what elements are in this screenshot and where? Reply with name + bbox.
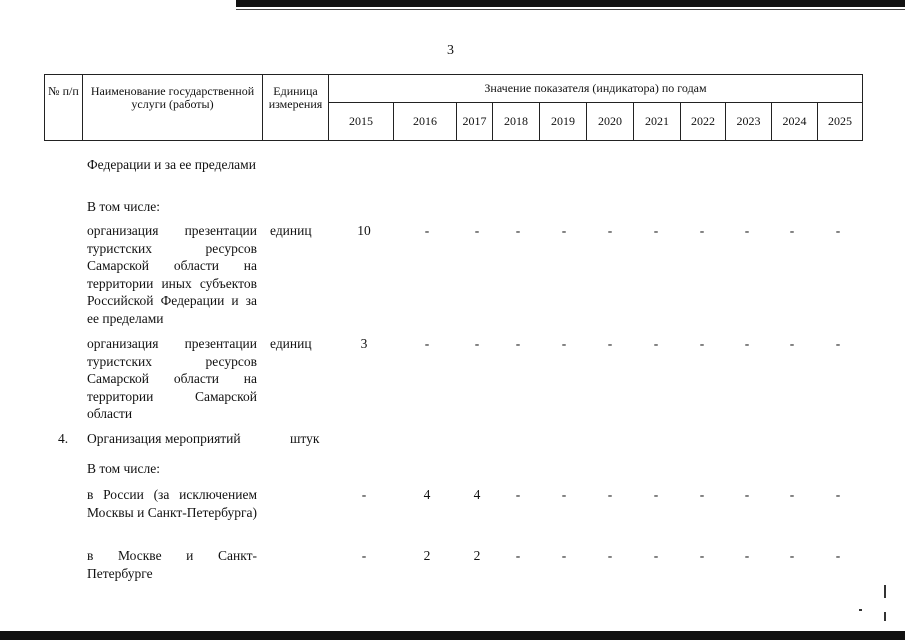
row-value: - [561,223,567,238]
row-name: организация презентации туристских ресурсов Самарской области на территории иных субъектов Российской Федерации и за ее пределами [87,223,257,326]
row-value: - [653,487,659,502]
row-value: - [474,336,480,351]
header-year: 2018 [493,103,540,141]
row-name: В том числе: [87,199,160,214]
row-name: в России (за исключением Москвы и Санкт-Петербурга) [87,487,257,520]
scan-mark [884,585,886,598]
header-year: 2017 [457,103,493,141]
row-value: - [561,487,567,502]
row-value: - [607,223,613,238]
row-value: - [361,487,367,502]
row-value: - [744,548,750,563]
row-value: - [789,487,795,502]
row-unit: штук [290,431,320,446]
row-value: - [789,336,795,351]
row-name: Организация мероприятий [87,431,241,446]
row-value: - [744,336,750,351]
row-unit: единиц [270,223,312,238]
row-value: - [607,487,613,502]
row-value: - [835,548,841,563]
top-border-line [236,9,905,10]
row-value: - [789,223,795,238]
row-value: - [744,223,750,238]
header-year: 2023 [726,103,772,141]
row-value: - [361,548,367,563]
scan-mark [884,612,886,621]
row-value: - [653,336,659,351]
bottom-border-bar [0,631,905,640]
row-value: - [699,336,705,351]
row-value: - [424,336,430,351]
row-value: - [699,223,705,238]
header-table [44,74,863,141]
row-value: 4 [423,487,431,502]
header-year: 2024 [772,103,818,141]
header-year: 2021 [634,103,681,141]
header-year: 2025 [818,103,863,141]
row-value: 2 [473,548,481,563]
row-value: - [653,223,659,238]
header-year: 2015 [329,103,394,141]
header-values-title: Значение показателя (индикатора) по годам [329,75,863,103]
row-value: - [835,487,841,502]
row-unit: единиц [270,336,312,351]
row-value: - [653,548,659,563]
row-value: - [607,336,613,351]
header-name: Наименование государственной услуги (работы) [83,75,263,141]
page-number: 3 [447,43,454,58]
row-value: - [515,548,521,563]
row-name: В том числе: [87,461,160,476]
header-year: 2016 [394,103,457,141]
row-value: 4 [473,487,481,502]
header-year: 2022 [681,103,726,141]
header-year: 2019 [540,103,587,141]
row-name: в Москве и Санкт-Петербурге [87,548,257,581]
row-value: - [744,487,750,502]
header-year: 2020 [587,103,634,141]
row-number: 4. [58,431,69,446]
row-value: - [835,223,841,238]
row-name: Федерации и за ее пределами [87,157,256,172]
row-value: - [561,336,567,351]
top-border-bar [236,0,905,7]
row-name: организация презентации туристских ресурсов Самарской области на территории Самарской области [87,336,257,421]
row-value: - [424,223,430,238]
row-value: - [474,223,480,238]
scan-mark [859,609,862,611]
row-value: 10 [357,223,371,238]
row-value: - [699,548,705,563]
row-value: - [835,336,841,351]
row-value: - [561,548,567,563]
header-num: № п/п [45,75,83,141]
row-value: 3 [360,336,368,351]
row-value: - [789,548,795,563]
table-header [44,74,863,141]
row-value: - [607,548,613,563]
row-value: - [515,336,521,351]
row-value: - [515,223,521,238]
header-unit: Единица измерения [263,75,329,141]
row-value: - [515,487,521,502]
row-value: - [699,487,705,502]
row-value: 2 [423,548,431,563]
